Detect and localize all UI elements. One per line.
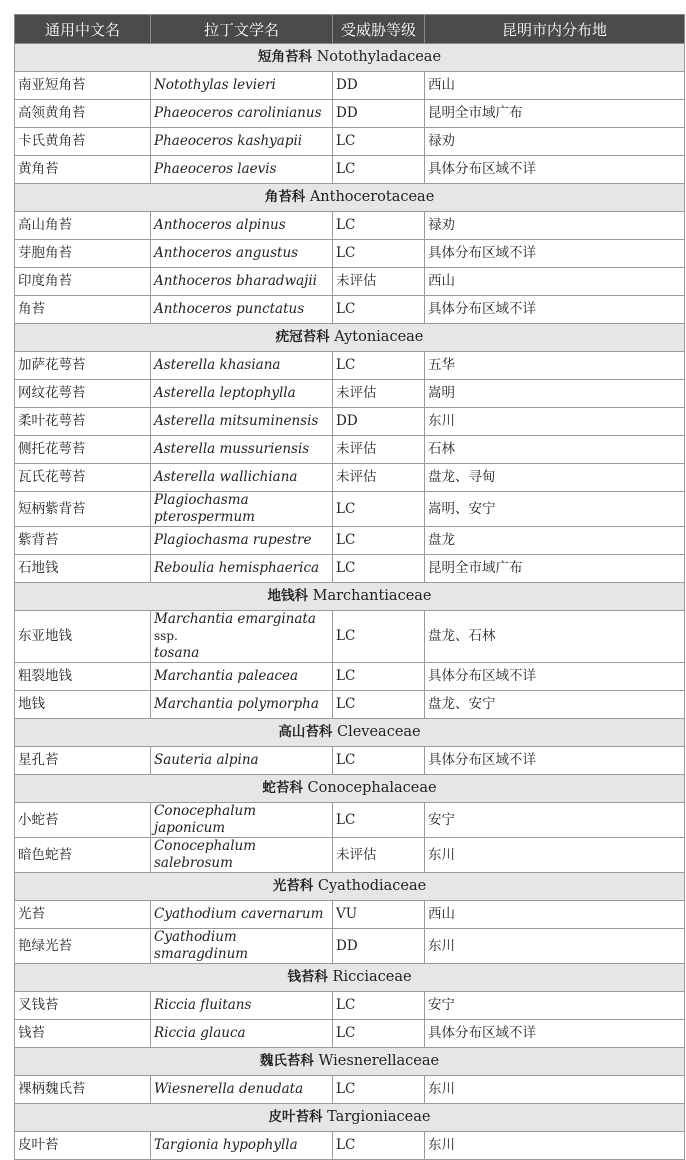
- distribution-cell: 禄劝: [425, 128, 685, 156]
- distribution-cell: 石林: [425, 436, 685, 464]
- table-row: [15, 747, 685, 775]
- latin-name-cell: [151, 691, 333, 719]
- threat-level-cell: VU: [333, 901, 425, 929]
- distribution-cell: 盘龙: [425, 527, 685, 555]
- family-chinese-name: 地钱科: [267, 588, 308, 604]
- distribution-cell: 安宁: [425, 992, 685, 1020]
- family-row: [15, 873, 685, 901]
- latin-name: Sauteria alpina: [154, 752, 259, 768]
- family-row: [15, 583, 685, 611]
- common-name-cell: 卡氏黄角苔: [15, 128, 151, 156]
- threat-level-cell: 未评估: [333, 464, 425, 492]
- threat-level-cell: LC: [333, 296, 425, 324]
- family-row: [15, 184, 685, 212]
- latin-name: Phaeoceros laevis: [154, 161, 277, 177]
- latin-name-cell: [151, 296, 333, 324]
- common-name-cell: 芽胞角苔: [15, 240, 151, 268]
- distribution-cell: 盘龙、安宁: [425, 691, 685, 719]
- common-name-cell: 石地钱: [15, 555, 151, 583]
- family-chinese-name: 蛇苔科: [262, 780, 303, 796]
- family-chinese-name: 钱苔科: [287, 969, 328, 985]
- latin-name-cell: [151, 838, 333, 873]
- latin-name-cell: [151, 1020, 333, 1048]
- latin-name: Asterella mitsuminensis: [154, 413, 319, 429]
- family-cell: [15, 964, 685, 992]
- species-table: [14, 14, 685, 1160]
- threat-level-cell: 未评估: [333, 838, 425, 873]
- table-row: [15, 464, 685, 492]
- table-row: [15, 901, 685, 929]
- common-name-cell: 角苔: [15, 296, 151, 324]
- latin-name: Riccia fluitans: [154, 997, 252, 1013]
- latin-name-cell: [151, 156, 333, 184]
- table-row: [15, 992, 685, 1020]
- family-latin-name: Cleveaceae: [336, 724, 421, 740]
- threat-level-cell: DD: [333, 929, 425, 964]
- latin-name-cell: [151, 100, 333, 128]
- threat-level-cell: DD: [333, 408, 425, 436]
- family-chinese-name: 光苔科: [272, 878, 314, 894]
- distribution-cell: 西山: [425, 901, 685, 929]
- table-row: [15, 1020, 685, 1048]
- latin-name: Asterella leptophylla: [154, 385, 296, 401]
- latin-name: Anthoceros bharadwajii: [154, 273, 317, 289]
- latin-name-cell: [151, 527, 333, 555]
- table-row: [15, 1132, 685, 1160]
- latin-name-cell: [151, 803, 333, 838]
- family-cell: [15, 873, 685, 901]
- common-name-cell: 小蛇苔: [15, 803, 151, 838]
- latin-name: Cyathodium smaragdinum: [154, 929, 249, 962]
- threat-level-cell: LC: [333, 1020, 425, 1048]
- family-chinese-name: 魏氏苔科: [259, 1053, 314, 1069]
- threat-level-cell: LC: [333, 1132, 425, 1160]
- common-name-cell: 光苔: [15, 901, 151, 929]
- latin-name: Wiesnerella denudata: [154, 1081, 304, 1097]
- latin-name-cell: [151, 464, 333, 492]
- table-body: [15, 44, 685, 1160]
- table-row: [15, 296, 685, 324]
- common-name-cell: 裸柄魏氏苔: [15, 1076, 151, 1104]
- header-common-name: 通用中文名: [15, 15, 151, 44]
- common-name-cell: 柔叶花萼苔: [15, 408, 151, 436]
- table-row: [15, 352, 685, 380]
- table-row: [15, 100, 685, 128]
- table-row: [15, 555, 685, 583]
- common-name-cell: 叉钱苔: [15, 992, 151, 1020]
- common-name-cell: 网纹花萼苔: [15, 380, 151, 408]
- infraspecific-rank: ssp.: [154, 629, 178, 643]
- family-row: [15, 44, 685, 72]
- common-name-cell: 高领黄角苔: [15, 100, 151, 128]
- table-row: [15, 803, 685, 838]
- distribution-cell: 东川: [425, 408, 685, 436]
- family-latin-name: Conocephalaceae: [307, 780, 437, 796]
- table-row: [15, 72, 685, 100]
- header-row: [15, 15, 685, 44]
- table-row: [15, 611, 685, 663]
- family-cell: [15, 44, 685, 72]
- latin-name-cell: [151, 240, 333, 268]
- latin-name-cell: [151, 492, 333, 527]
- family-row: [15, 1048, 685, 1076]
- latin-name: Plagiochasma pterospermum: [154, 492, 255, 525]
- family-cell: [15, 775, 685, 803]
- threat-level-cell: LC: [333, 128, 425, 156]
- threat-level-cell: LC: [333, 747, 425, 775]
- threat-level-cell: LC: [333, 555, 425, 583]
- family-chinese-name: 皮叶苔科: [268, 1109, 323, 1125]
- family-row: [15, 324, 685, 352]
- distribution-cell: 东川: [425, 838, 685, 873]
- threat-level-cell: 未评估: [333, 436, 425, 464]
- latin-name-cell: [151, 611, 333, 663]
- latin-name-cell: [151, 663, 333, 691]
- distribution-cell: 东川: [425, 929, 685, 964]
- family-cell: [15, 184, 685, 212]
- family-latin-name: Ricciaceae: [332, 969, 412, 985]
- threat-level-cell: LC: [333, 663, 425, 691]
- threat-level-cell: DD: [333, 72, 425, 100]
- distribution-cell: 禄劝: [425, 212, 685, 240]
- distribution-cell: 具体分布区域不详: [425, 663, 685, 691]
- table-row: [15, 268, 685, 296]
- latin-name: Asterella wallichiana: [154, 469, 298, 485]
- common-name-cell: 短柄紫背苔: [15, 492, 151, 527]
- threat-level-cell: LC: [333, 212, 425, 240]
- common-name-cell: 紫背苔: [15, 527, 151, 555]
- table-row: [15, 527, 685, 555]
- header-latin-name: 拉丁文学名: [151, 15, 333, 44]
- latin-name: Conocephalum japonicum: [154, 803, 257, 836]
- latin-name: Asterella mussuriensis: [154, 441, 310, 457]
- common-name-cell: 艳绿光苔: [15, 929, 151, 964]
- latin-name-cell: [151, 929, 333, 964]
- threat-level-cell: LC: [333, 240, 425, 268]
- family-latin-name: Marchantiaceae: [312, 588, 432, 604]
- common-name-cell: 粗裂地钱: [15, 663, 151, 691]
- family-row: [15, 719, 685, 747]
- latin-name-cell: [151, 212, 333, 240]
- latin-name: Anthoceros angustus: [154, 245, 299, 261]
- common-name-cell: 印度角苔: [15, 268, 151, 296]
- common-name-cell: 侧托花萼苔: [15, 436, 151, 464]
- distribution-cell: 具体分布区域不详: [425, 156, 685, 184]
- threat-level-cell: 未评估: [333, 268, 425, 296]
- latin-name-cell: [151, 1076, 333, 1104]
- family-latin-name: Cyathodiaceae: [317, 878, 427, 894]
- distribution-cell: 东川: [425, 1132, 685, 1160]
- distribution-cell: 西山: [425, 72, 685, 100]
- latin-name: Marchantia emarginata: [154, 611, 316, 627]
- latin-name-cell: [151, 352, 333, 380]
- distribution-cell: 昆明全市域广布: [425, 555, 685, 583]
- common-name-cell: 暗色蛇苔: [15, 838, 151, 873]
- family-cell: [15, 324, 685, 352]
- distribution-cell: 具体分布区域不详: [425, 296, 685, 324]
- family-chinese-name: 短角苔科: [257, 49, 312, 65]
- threat-level-cell: LC: [333, 803, 425, 838]
- table-row: [15, 838, 685, 873]
- common-name-cell: 皮叶苔: [15, 1132, 151, 1160]
- distribution-cell: 安宁: [425, 803, 685, 838]
- header-distribution: 昆明市内分布地: [425, 15, 685, 44]
- latin-name-cell: [151, 268, 333, 296]
- latin-name: Targionia hypophylla: [154, 1137, 298, 1153]
- family-chinese-name: 高山苔科: [278, 724, 333, 740]
- threat-level-cell: LC: [333, 527, 425, 555]
- family-row: [15, 775, 685, 803]
- header-threat-level: 受威胁等级: [333, 15, 425, 44]
- family-latin-name: Targioniaceae: [327, 1109, 431, 1125]
- latin-name: Phaeoceros carolinianus: [154, 105, 322, 121]
- distribution-cell: 五华: [425, 352, 685, 380]
- threat-level-cell: 未评估: [333, 380, 425, 408]
- latin-name-cell: [151, 992, 333, 1020]
- family-latin-name: Anthocerotaceae: [309, 189, 435, 205]
- table-row: [15, 156, 685, 184]
- common-name-cell: 南亚短角苔: [15, 72, 151, 100]
- distribution-cell: 具体分布区域不详: [425, 1020, 685, 1048]
- threat-level-cell: LC: [333, 492, 425, 527]
- table-row: [15, 380, 685, 408]
- table-row: [15, 691, 685, 719]
- common-name-cell: 星孔苔: [15, 747, 151, 775]
- common-name-cell: 黄角苔: [15, 156, 151, 184]
- table-row: [15, 128, 685, 156]
- common-name-cell: 钱苔: [15, 1020, 151, 1048]
- latin-name: Anthoceros alpinus: [154, 217, 286, 233]
- table-row: [15, 663, 685, 691]
- threat-level-cell: LC: [333, 352, 425, 380]
- table-row: [15, 929, 685, 964]
- table-row: [15, 212, 685, 240]
- family-row: [15, 964, 685, 992]
- latin-name-cell: [151, 436, 333, 464]
- distribution-cell: 西山: [425, 268, 685, 296]
- latin-name: Notothylas levieri: [154, 77, 276, 93]
- latin-name-cell: [151, 555, 333, 583]
- latin-name: Marchantia paleacea: [154, 668, 299, 684]
- common-name-cell: 瓦氏花萼苔: [15, 464, 151, 492]
- family-latin-name: Aytoniaceae: [334, 329, 424, 345]
- distribution-cell: 盘龙、石林: [425, 611, 685, 663]
- family-latin-name: Notothyladaceae: [316, 49, 442, 65]
- common-name-cell: 东亚地钱: [15, 611, 151, 663]
- infraspecific-epithet: tosana: [154, 645, 200, 661]
- family-chinese-name: 角苔科: [264, 189, 306, 205]
- latin-name-cell: [151, 72, 333, 100]
- family-cell: [15, 719, 685, 747]
- family-latin-name: Wiesnerellaceae: [318, 1053, 440, 1069]
- threat-level-cell: LC: [333, 1076, 425, 1104]
- latin-name-cell: [151, 1132, 333, 1160]
- common-name-cell: 加萨花萼苔: [15, 352, 151, 380]
- threat-level-cell: LC: [333, 156, 425, 184]
- table-row: [15, 408, 685, 436]
- threat-level-cell: LC: [333, 611, 425, 663]
- latin-name: Conocephalum salebrosum: [154, 838, 257, 871]
- latin-name-cell: [151, 408, 333, 436]
- distribution-cell: 东川: [425, 1076, 685, 1104]
- latin-name: Phaeoceros kashyapii: [154, 133, 303, 149]
- distribution-cell: 具体分布区域不详: [425, 747, 685, 775]
- threat-level-cell: LC: [333, 691, 425, 719]
- latin-name: Plagiochasma rupestre: [154, 532, 312, 548]
- latin-name: Reboulia hemisphaerica: [154, 560, 320, 576]
- table-row: [15, 240, 685, 268]
- distribution-cell: 盘龙、寻甸: [425, 464, 685, 492]
- threat-level-cell: DD: [333, 100, 425, 128]
- latin-name-cell: [151, 747, 333, 775]
- latin-name-cell: [151, 901, 333, 929]
- family-cell: [15, 583, 685, 611]
- latin-name-cell: [151, 128, 333, 156]
- threat-level-cell: LC: [333, 992, 425, 1020]
- table-row: [15, 492, 685, 527]
- latin-name: Marchantia polymorpha: [154, 696, 319, 712]
- family-cell: [15, 1048, 685, 1076]
- distribution-cell: 具体分布区域不详: [425, 240, 685, 268]
- table-row: [15, 436, 685, 464]
- family-chinese-name: 疣冠苔科: [275, 329, 330, 345]
- latin-name: Cyathodium cavernarum: [154, 906, 324, 922]
- common-name-cell: 地钱: [15, 691, 151, 719]
- table-row: [15, 1076, 685, 1104]
- distribution-cell: 昆明全市域广布: [425, 100, 685, 128]
- latin-name-cell: [151, 380, 333, 408]
- common-name-cell: 高山角苔: [15, 212, 151, 240]
- distribution-cell: 嵩明: [425, 380, 685, 408]
- latin-name: Anthoceros punctatus: [154, 301, 305, 317]
- latin-name: Asterella khasiana: [154, 357, 281, 373]
- distribution-cell: 嵩明、安宁: [425, 492, 685, 527]
- latin-name: Riccia glauca: [154, 1025, 246, 1041]
